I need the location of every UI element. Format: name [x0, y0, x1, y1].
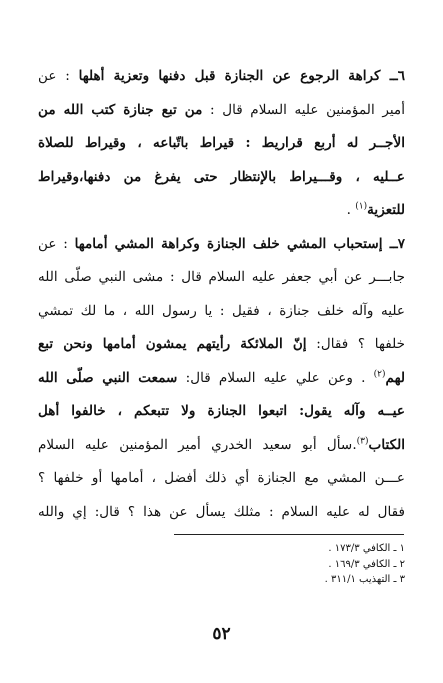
- line-text: ٦ــ: [380, 68, 405, 84]
- hadith-text: الكتاب: [368, 436, 405, 453]
- line-text: : عن: [38, 68, 79, 84]
- body-line: [38, 462, 405, 496]
- body-line: [38, 429, 405, 463]
- body-line: [38, 496, 405, 530]
- line-text: .: [346, 202, 356, 218]
- footnote-2: ٢ ـ الكافي ١٦٩/٣ .: [328, 558, 405, 570]
- body-line: [38, 194, 405, 228]
- hadith-text: من تبع جنازة كتب الله من: [38, 101, 203, 118]
- body-line: [38, 295, 405, 329]
- footnote-ref: (٣): [356, 435, 369, 446]
- body-line: [38, 94, 405, 128]
- line-text: عـــن المشي مع الجنازة أي ذلك أفضل ، أمامها أو خلفها ؟: [38, 470, 405, 486]
- footnote-ref: (٢): [373, 368, 386, 379]
- body-line: [38, 60, 405, 94]
- page-number: ٥٢: [212, 624, 231, 644]
- line-text: فقال له عليه السلام : مثلك يسأل عن هذا ؟ قال: إي والله: [38, 503, 405, 520]
- footnote-3: ٣ ـ التهذيب ٣١١/١ .: [324, 574, 405, 585]
- hadith-text: عــليه ، وقـــيراط بالإنتظار حتى يفرغ من دفنها،وقيراط: [38, 168, 405, 185]
- line-text: . وعن علي عليه السلام قال:: [177, 369, 374, 386]
- section-heading-7: إستحباب المشي خلف الجنازة وكراهة المشي أمامها: [74, 235, 383, 252]
- body-line: [38, 228, 405, 262]
- line-text: ٧ــ: [382, 235, 405, 252]
- page-body: [38, 60, 405, 529]
- hadith-text: لهم: [385, 369, 405, 386]
- footnote-divider: [174, 534, 404, 535]
- line-text: خلفها ؟ فقال:: [306, 336, 405, 352]
- line-text: أمير المؤمنين عليه السلام قال :: [202, 101, 405, 118]
- body-line: [38, 161, 405, 195]
- line-text: عليه وآله خلف جنازة ، فقيل : يا رسول الله ، ما لك تمشي: [38, 302, 405, 319]
- body-line: [38, 127, 405, 161]
- body-line: [38, 395, 405, 429]
- hadith-text: للتعزية: [367, 202, 405, 218]
- footnotes: [38, 541, 405, 588]
- body-line: [38, 328, 405, 362]
- line-text: جابـــر عن أبي جعفر عليه السلام قال : مشى النبي صلّى الله: [38, 269, 405, 285]
- footnote-1: ١ ـ الكافي ١٧٣/٣ .: [328, 543, 405, 554]
- hadith-text: سمعت النبي صلّى الله: [38, 369, 178, 386]
- footnote-ref: (١): [355, 201, 368, 212]
- hadith-text: الأجــر له أربع قراريط : قيراط باتّباعه ، وقيراط للصلاة: [38, 135, 405, 151]
- line-text: : عن: [38, 235, 75, 252]
- hadith-text: إنّ الملائكة رأيتهم يمشون أمامها ونحن تبع: [38, 336, 307, 352]
- body-line: [38, 261, 405, 295]
- section-heading-6: كراهة الرجوع عن الجنازة قبل دفنها وتعزية أهلها: [78, 68, 381, 84]
- body-line: [38, 362, 405, 396]
- hadith-text: عيــه وآله يقول: اتبعوا الجنازة ولا تتبعكم ، خالفوا أهل: [38, 403, 405, 419]
- line-text: .سأل أبو سعيد الخدري أمير المؤمنين عليه السلام: [38, 436, 357, 453]
